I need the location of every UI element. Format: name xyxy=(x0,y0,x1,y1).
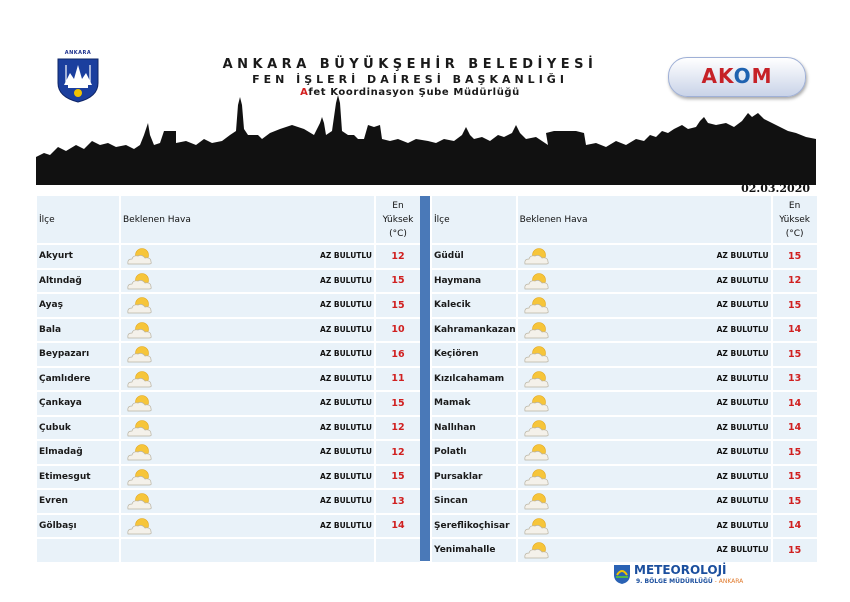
partly-cloudy-icon xyxy=(522,517,552,536)
weather-cell xyxy=(518,319,771,342)
weather-cell xyxy=(518,417,771,440)
meteoroloji-title: METEOROLOJİ xyxy=(634,563,727,577)
table-row xyxy=(432,515,817,538)
weather-cell xyxy=(518,270,771,293)
weather-cell xyxy=(518,539,771,562)
partly-cloudy-icon xyxy=(125,492,155,511)
weather-label: AZ BULUTLU xyxy=(320,300,372,309)
table-row xyxy=(432,539,817,562)
weather-cell xyxy=(518,343,771,366)
weather-label: AZ BULUTLU xyxy=(320,349,372,358)
max-temp: 15 xyxy=(773,343,817,366)
weather-label: AZ BULUTLU xyxy=(320,471,372,481)
partly-cloudy-icon xyxy=(125,247,155,266)
max-temp: 12 xyxy=(773,270,817,293)
weather-cell xyxy=(518,441,771,464)
weather-cell xyxy=(518,515,771,538)
table-row xyxy=(37,270,420,293)
akom-o: O xyxy=(733,64,752,88)
district-name: Çamlıdere xyxy=(37,368,119,391)
table-row xyxy=(37,294,420,317)
partly-cloudy-icon xyxy=(522,492,552,511)
partly-cloudy-icon xyxy=(522,296,552,315)
forecast-table-left xyxy=(35,194,422,564)
akom-logo xyxy=(668,57,806,97)
weather-cell xyxy=(121,441,374,464)
col-header-temp-line2: Yüksek xyxy=(779,214,811,225)
table-header-row xyxy=(37,196,420,243)
weather-label: AZ BULUTLU xyxy=(716,398,769,407)
weather-label: AZ BULUTLU xyxy=(716,300,769,309)
partly-cloudy-icon xyxy=(522,247,552,266)
table-row xyxy=(432,417,817,440)
col-header-ilce: İlçe xyxy=(432,196,516,243)
weather-cell xyxy=(518,368,771,391)
partly-cloudy-icon xyxy=(522,419,552,438)
weather-cell xyxy=(518,490,771,513)
max-temp: 15 xyxy=(376,466,420,489)
max-temp: 12 xyxy=(376,417,420,440)
district-name: Evren xyxy=(37,490,119,513)
empty-cell xyxy=(37,539,119,562)
weather-label: AZ BULUTLU xyxy=(320,324,372,334)
weather-label: AZ BULUTLU xyxy=(716,545,769,554)
table-row xyxy=(37,343,420,366)
max-temp: 11 xyxy=(376,368,420,391)
table-row xyxy=(37,515,420,538)
max-temp: 14 xyxy=(773,417,817,440)
col-header-ilce: İlçe xyxy=(37,196,119,243)
district-name: Çankaya xyxy=(37,392,119,415)
weather-label: AZ BULUTLU xyxy=(320,422,372,432)
partly-cloudy-icon xyxy=(125,296,155,315)
partly-cloudy-icon xyxy=(125,370,155,389)
department-initial: A xyxy=(300,87,309,98)
table-row xyxy=(37,245,420,268)
weather-label: AZ BULUTLU xyxy=(716,275,769,285)
logo-caption: ANKARA xyxy=(64,50,92,56)
table-row xyxy=(432,490,817,513)
partly-cloudy-icon xyxy=(522,468,552,487)
district-name: Haymana xyxy=(432,270,516,293)
weather-cell xyxy=(121,368,374,391)
weather-cell xyxy=(518,294,771,317)
weather-cell xyxy=(121,245,374,268)
district-name: Nallıhan xyxy=(432,417,516,440)
table-row xyxy=(432,270,817,293)
col-header-temp-line2: Yüksek xyxy=(382,214,414,225)
weather-label: AZ BULUTLU xyxy=(716,349,769,358)
max-temp: 15 xyxy=(376,270,420,293)
partly-cloudy-icon xyxy=(125,345,155,364)
weather-label: AZ BULUTLU xyxy=(320,447,372,456)
weather-label: AZ BULUTLU xyxy=(716,520,769,530)
weather-label: AZ BULUTLU xyxy=(716,251,769,260)
empty-cell xyxy=(121,539,374,562)
table-row xyxy=(432,441,817,464)
table-row xyxy=(432,368,817,391)
weather-cell xyxy=(518,466,771,489)
max-temp: 15 xyxy=(376,392,420,415)
partly-cloudy-icon xyxy=(125,443,155,462)
weather-cell xyxy=(121,490,374,513)
weather-cell xyxy=(121,294,374,317)
partly-cloudy-icon xyxy=(522,394,552,413)
district-name: Altındağ xyxy=(37,270,119,293)
district-name: Kızılcahamam xyxy=(432,368,516,391)
partly-cloudy-icon xyxy=(125,272,155,291)
max-temp: 15 xyxy=(773,245,817,268)
district-name: Beypazarı xyxy=(37,343,119,366)
max-temp: 14 xyxy=(773,319,817,342)
district-name: Kalecik xyxy=(432,294,516,317)
table-row xyxy=(37,319,420,342)
col-header-hava: Beklenen Hava xyxy=(518,196,771,243)
district-name: Pursaklar xyxy=(432,466,516,489)
table-header-row xyxy=(432,196,817,243)
table-row xyxy=(37,441,420,464)
partly-cloudy-icon xyxy=(125,419,155,438)
akom-a: AK xyxy=(701,64,734,88)
akom-m: M xyxy=(751,64,773,88)
district-name: Bala xyxy=(37,319,119,342)
table-row xyxy=(37,417,420,440)
partly-cloudy-icon xyxy=(125,468,155,487)
partly-cloudy-icon xyxy=(125,394,155,413)
weather-label: AZ BULUTLU xyxy=(320,496,372,505)
empty-row xyxy=(37,539,420,562)
district-name: Elmadağ xyxy=(37,441,119,464)
partly-cloudy-icon xyxy=(522,272,552,291)
partly-cloudy-icon xyxy=(522,321,552,340)
district-name: Yenimahalle xyxy=(432,539,516,562)
district-name: Güdül xyxy=(432,245,516,268)
max-temp: 15 xyxy=(376,294,420,317)
weather-label: AZ BULUTLU xyxy=(716,471,769,481)
max-temp: 14 xyxy=(376,515,420,538)
max-temp: 14 xyxy=(773,392,817,415)
meteoroloji-subtitle xyxy=(636,578,743,585)
col-header-temp-line1: En xyxy=(788,200,801,211)
district-name: Polatlı xyxy=(432,441,516,464)
table-row xyxy=(432,392,817,415)
max-temp: 14 xyxy=(773,515,817,538)
max-temp: 15 xyxy=(773,441,817,464)
column-divider xyxy=(420,196,430,561)
header-subtitle: FEN İŞLERİ DAİRESİ BAŞKANLIĞI xyxy=(252,73,568,86)
meteoroloji-logo xyxy=(612,563,762,591)
district-name: Etimesgut xyxy=(37,466,119,489)
partly-cloudy-icon xyxy=(522,345,552,364)
weather-cell xyxy=(121,319,374,342)
weather-cell xyxy=(121,515,374,538)
weather-cell xyxy=(121,343,374,366)
col-header-hava: Beklenen Hava xyxy=(121,196,374,243)
district-name: Keçiören xyxy=(432,343,516,366)
max-temp: 15 xyxy=(773,466,817,489)
max-temp: 15 xyxy=(773,294,817,317)
ankara-skyline-silhouette xyxy=(36,95,816,185)
weather-cell xyxy=(518,392,771,415)
table-row xyxy=(37,392,420,415)
max-temp: 16 xyxy=(376,343,420,366)
col-header-temp xyxy=(773,196,817,243)
col-header-temp-line1: En xyxy=(392,200,404,211)
max-temp: 10 xyxy=(376,319,420,342)
weather-label: AZ BULUTLU xyxy=(716,496,769,505)
table-row xyxy=(432,245,817,268)
partly-cloudy-icon xyxy=(125,321,155,340)
weather-label: AZ BULUTLU xyxy=(320,275,372,285)
weather-label: AZ BULUTLU xyxy=(320,251,372,260)
district-name: Sincan xyxy=(432,490,516,513)
department-rest: fet Koordinasyon Şube Müdürlüğü xyxy=(308,87,520,98)
table-row xyxy=(37,466,420,489)
partly-cloudy-icon xyxy=(522,541,552,560)
district-name: Mamak xyxy=(432,392,516,415)
table-row xyxy=(432,294,817,317)
partly-cloudy-icon xyxy=(522,443,552,462)
weather-label: AZ BULUTLU xyxy=(716,373,769,383)
max-temp: 13 xyxy=(773,368,817,391)
report-date: 02.03.2020 xyxy=(741,182,810,195)
meteoroloji-sub-b: - ANKARA xyxy=(712,578,744,585)
district-name: Ayaş xyxy=(37,294,119,317)
col-header-temp-line3: (°C) xyxy=(785,228,804,239)
empty-cell xyxy=(376,539,420,562)
partly-cloudy-icon xyxy=(522,370,552,389)
district-name: Çubuk xyxy=(37,417,119,440)
district-name: Gölbaşı xyxy=(37,515,119,538)
table-row xyxy=(432,319,817,342)
table-row xyxy=(37,490,420,513)
weather-cell xyxy=(121,392,374,415)
header-title: ANKARA BÜYÜKŞEHİR BELEDİYESİ xyxy=(222,57,598,72)
meteoroloji-emblem-icon xyxy=(612,563,632,585)
district-name: Akyurt xyxy=(37,245,119,268)
partly-cloudy-icon xyxy=(125,517,155,536)
weather-label: AZ BULUTLU xyxy=(320,520,372,530)
max-temp: 15 xyxy=(773,490,817,513)
max-temp: 15 xyxy=(773,539,817,562)
district-name: Şereflikoçhisar xyxy=(432,515,516,538)
weather-label: AZ BULUTLU xyxy=(320,398,372,407)
max-temp: 12 xyxy=(376,245,420,268)
weather-cell xyxy=(518,245,771,268)
max-temp: 13 xyxy=(376,490,420,513)
weather-cell xyxy=(121,417,374,440)
max-temp: 12 xyxy=(376,441,420,464)
col-header-temp-line3: (°C) xyxy=(389,228,407,239)
district-name: Kahramankazan xyxy=(432,319,516,342)
col-header-temp xyxy=(376,196,420,243)
weather-label: AZ BULUTLU xyxy=(716,324,769,334)
table-row xyxy=(432,343,817,366)
meteoroloji-sub-a: 9. BÖLGE MÜDÜRLÜĞÜ xyxy=(636,578,713,585)
weather-label: AZ BULUTLU xyxy=(320,373,372,383)
table-row xyxy=(37,368,420,391)
forecast-table-right xyxy=(430,194,819,564)
weather-cell xyxy=(121,466,374,489)
table-row xyxy=(432,466,817,489)
weather-cell xyxy=(121,270,374,293)
weather-label: AZ BULUTLU xyxy=(716,422,769,432)
weather-label: AZ BULUTLU xyxy=(716,447,769,456)
